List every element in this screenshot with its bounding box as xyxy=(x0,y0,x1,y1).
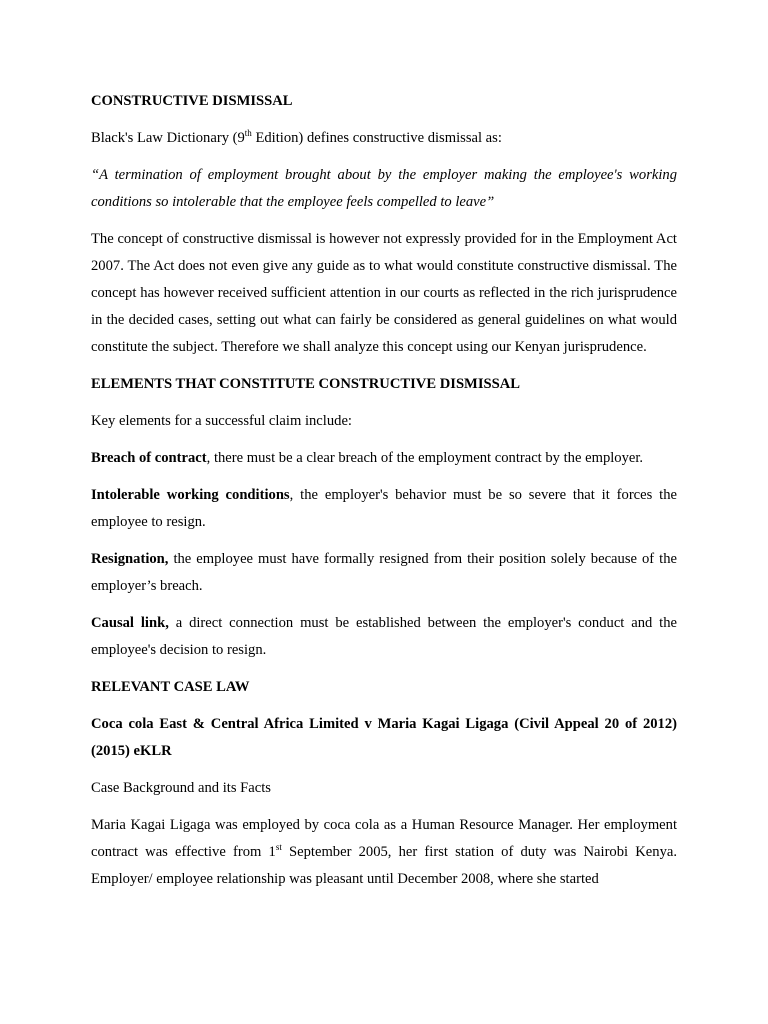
heading-elements: ELEMENTS THAT CONSTITUTE CONSTRUCTIVE DISMISSAL xyxy=(91,376,521,392)
heading-constructive-dismissal: CONSTRUCTIVE DISMISSAL xyxy=(91,93,293,109)
case-paragraph xyxy=(91,812,677,893)
concept-paragraph: The concept of constructive dismissal is however not expressly provided for in the Employment Act 2007. The Act does not even give any guide as to what would constitute constructive dismissal. The concept has however received sufficient attention in our courts as reflected in the rich jurisprudence in the decided cases, setting out what can fairly be considered as general guidelines on what would constitute the subject. Therefore we shall analyze this concept using our Kenyan jurisprudence. xyxy=(91,231,677,355)
document-page xyxy=(91,88,677,903)
intro-superscript: th xyxy=(244,128,252,139)
element-resignation xyxy=(91,546,677,600)
case-text-end: September 2005, her first station of duty was Nairobi Kenya. Employer/ employee relationship was pleasant until December 2008, where she started xyxy=(91,844,677,887)
element-term: Breach of contract xyxy=(91,450,207,466)
element-text: the employee must have formally resigned from their position solely because of the employer’s breach. xyxy=(91,551,677,594)
element-intolerable-conditions xyxy=(91,482,677,536)
case-text-start: Maria Kagai Ligaga was employed by coca cola as a Human Resource Manager. Her employment contract was effective from 1 xyxy=(91,817,677,860)
element-text: , there must be a clear breach of the employment contract by the employer. xyxy=(206,450,644,466)
element-term: Resignation, xyxy=(91,551,169,567)
case-superscript: st xyxy=(275,842,282,853)
case-title: Coca cola East & Central Africa Limited v Maria Kagai Ligaga (Civil Appeal 20 of 2012) (2015) eKLR xyxy=(91,716,677,759)
element-term: Causal link, xyxy=(91,615,169,631)
elements-intro: Key elements for a successful claim include: xyxy=(91,413,352,429)
intro-text-start: Black's Law Dictionary (9 xyxy=(91,130,245,146)
element-text: , the employer's behavior must be so severe that it forces the employee to resign. xyxy=(91,487,678,530)
case-subheading: Case Background and its Facts xyxy=(91,780,271,796)
heading-relevant-case-law: RELEVANT CASE LAW xyxy=(91,679,250,695)
element-text: a direct connection must be established between the employer's conduct and the employee's decision to resign. xyxy=(91,615,678,658)
element-term: Intolerable working conditions xyxy=(91,487,290,503)
intro-text-end: Edition) defines constructive dismissal as: xyxy=(251,130,502,146)
element-breach-of-contract xyxy=(91,445,677,472)
definition-quote: “A termination of employment brought about by the employer making the employee's working conditions so intolerable that the employee feels compelled to leave” xyxy=(91,167,677,210)
intro-paragraph xyxy=(91,125,677,152)
element-causal-link xyxy=(91,610,677,664)
